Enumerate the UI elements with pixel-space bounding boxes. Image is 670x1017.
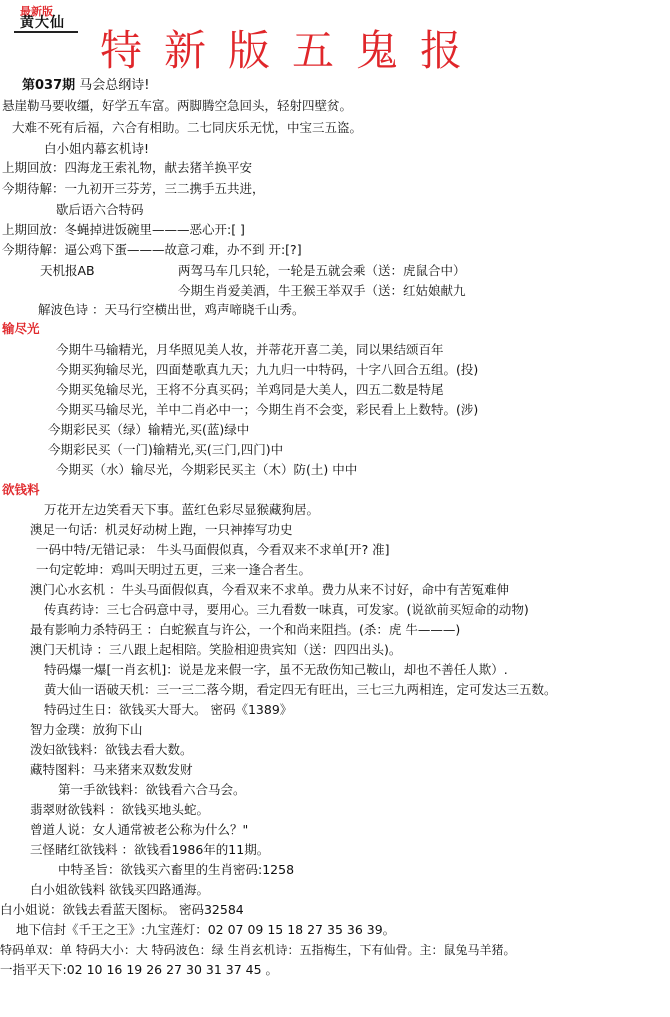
money-item: 第一手欲钱料：欲钱看六合马会。: [58, 782, 246, 797]
money-item: 中特圣旨：欲钱买六畜里的生肖密码:1258: [58, 862, 295, 877]
page-title: 特新版五鬼报: [100, 26, 485, 75]
poem-line-1: 悬崖勒马要收缰，好学五车富。两脚腾空急回头，轻射四壁贫。: [2, 98, 353, 113]
money-item: 曾道人说：女人通常被老公称为什么？": [30, 822, 249, 837]
issue-poem-label: 马会总纲诗!: [79, 78, 150, 93]
issue-line: [22, 78, 150, 94]
money-item: 澳门天机诗 ：三八跟上起相陪。笑脸相迎贵宾知（送：四四出头)。: [30, 642, 402, 657]
lose-item: 今期买（水）输尽光，今期彩民买主（木）防(土) 中中: [56, 462, 358, 477]
tianji-line-1: 两驾马车几只轮，一轮是五就会乘（送：虎鼠合中）: [178, 263, 466, 278]
poem-line-2: 大难不死有后福，六合有相助。二七同庆乐无忧，中宝三五盗。: [12, 120, 363, 135]
lose-item: 今期牛马输精光，月华照见美人妆，并蒂花开喜二美，同以果结颂百年: [56, 342, 444, 357]
money-item: 澳足一句话：机灵好动树上跑，一只神捧写功史: [30, 522, 293, 537]
money-item: 白小姐说：欲钱去看蓝天图标。 密码32584: [0, 902, 244, 917]
lose-item: 今期彩民买（绿）输精光,买(蓝)绿中: [48, 422, 250, 437]
money-item: 特码爆一爆[一肖玄机]：说是龙来假一字，虽不无敌伤知己鞍山，却也不善任人欺）.: [44, 662, 508, 677]
money-item: 泼妇欲钱料：欲钱去看大数。: [30, 742, 193, 757]
brand-underline: [14, 31, 78, 33]
proverb-label: 歇后语六合特码: [56, 202, 144, 217]
special-code-summary: 特码单双：单 特码大小：大 特码波色：绿 生肖玄机诗：五指梅生，下有仙骨。主：鼠兔马羊猪。: [0, 943, 516, 957]
tianji-line-2: 今期生肖爱美酒，牛王猴王举双手（送：红姑娘献九: [178, 283, 466, 298]
one-finger-numbers: 一指平天下:02 10 16 19 26 27 30 31 37 45 。: [0, 962, 279, 977]
money-section-title: 欲钱料: [2, 482, 40, 497]
lose-item: 今期买兔输尽光，王将不分真买码；羊鸡同是大美人，四五二数是特尾: [56, 382, 444, 397]
money-item: 黄大仙一语破天机：三一三二落今期，看定四无有旺出，三七三九两相连，定可发达三五数。: [44, 682, 557, 697]
money-item: 翡翠财欲钱料 ：欲钱买地头蛇。: [30, 802, 209, 817]
tianji-label: 天机报AB: [40, 263, 95, 278]
lose-item: 今期买马输尽光，羊中二肖必中一；今期生肖不会变，彩民看上上数特。(涉): [56, 402, 479, 417]
money-item: 万花开左边笑看天下事。蓝红色彩尽显猴藏狗居。: [44, 502, 320, 517]
bai-title: 白小姐内幕玄机诗!: [44, 141, 150, 156]
money-item: 藏特图料：马来猪来双数发财: [30, 762, 193, 777]
money-item: 传真药诗：三七合码意中寻，要用心。三九看数一味真，可发家。(说欲前买短命的动物): [44, 602, 529, 617]
money-item: 特码过生日：欲钱买大哥大。 密码《1389》: [44, 702, 293, 717]
money-item: 地下信封《千王之王》:九宝莲灯：02 07 09 15 18 27 35 36 39。: [16, 922, 396, 937]
money-item: 一码中特/无错记录： 牛头马面假似真，今看双来不求单[开? 准]: [36, 542, 390, 557]
new-edition-badge: 最新版: [20, 5, 53, 18]
lose-item: 今期买狗输尽光，四面楚歌真九天；九九归一中特码，十字八回合五组。(投): [56, 362, 479, 377]
money-item: 三怪睹红欲钱料 ：欲钱看1986年的11期。: [30, 842, 270, 857]
wave-color-poem: 解波色诗 ：天马行空横出世，鸡声啼晓千山秀。: [38, 302, 305, 317]
money-item: 澳门心水玄机 ：牛头马面假似真，今看双来不求单。费力从来不讨好，命中有苦冤难伸: [30, 582, 509, 597]
current-riddle-1: 今期待解：一九初开三芬芳，三二携手五共进，: [2, 181, 265, 196]
last-review-1: 上期回放：四海龙王索礼物，献去猪羊换平安: [2, 160, 253, 175]
last-review-2: 上期回放：冬蝇掉进饭碗里———恶心开:[ ]: [2, 222, 245, 237]
money-item: 一句定乾坤：鸡叫天明过五更，三来一逢合者生。: [36, 562, 312, 577]
money-item: 智力金璞：放狗下山: [30, 722, 143, 737]
issue-number: 第037期: [22, 78, 76, 93]
current-riddle-2: 今期待解：逼公鸡下蛋———故意刁难，办不到 开:[?]: [2, 242, 302, 257]
money-item: 白小姐欲钱料 欲钱买四路通海。: [30, 882, 209, 897]
money-item: 最有影响力杀特码王 ：白蛇猴直与许公，一个和尚来阻挡。(杀：虎 牛———): [30, 622, 461, 637]
brand-name: 黄大仙: [20, 15, 65, 31]
lose-item: 今期彩民买（一门)输精光,买(三门,四门)中: [48, 442, 284, 457]
lose-section-title: 输尽光: [2, 321, 40, 336]
